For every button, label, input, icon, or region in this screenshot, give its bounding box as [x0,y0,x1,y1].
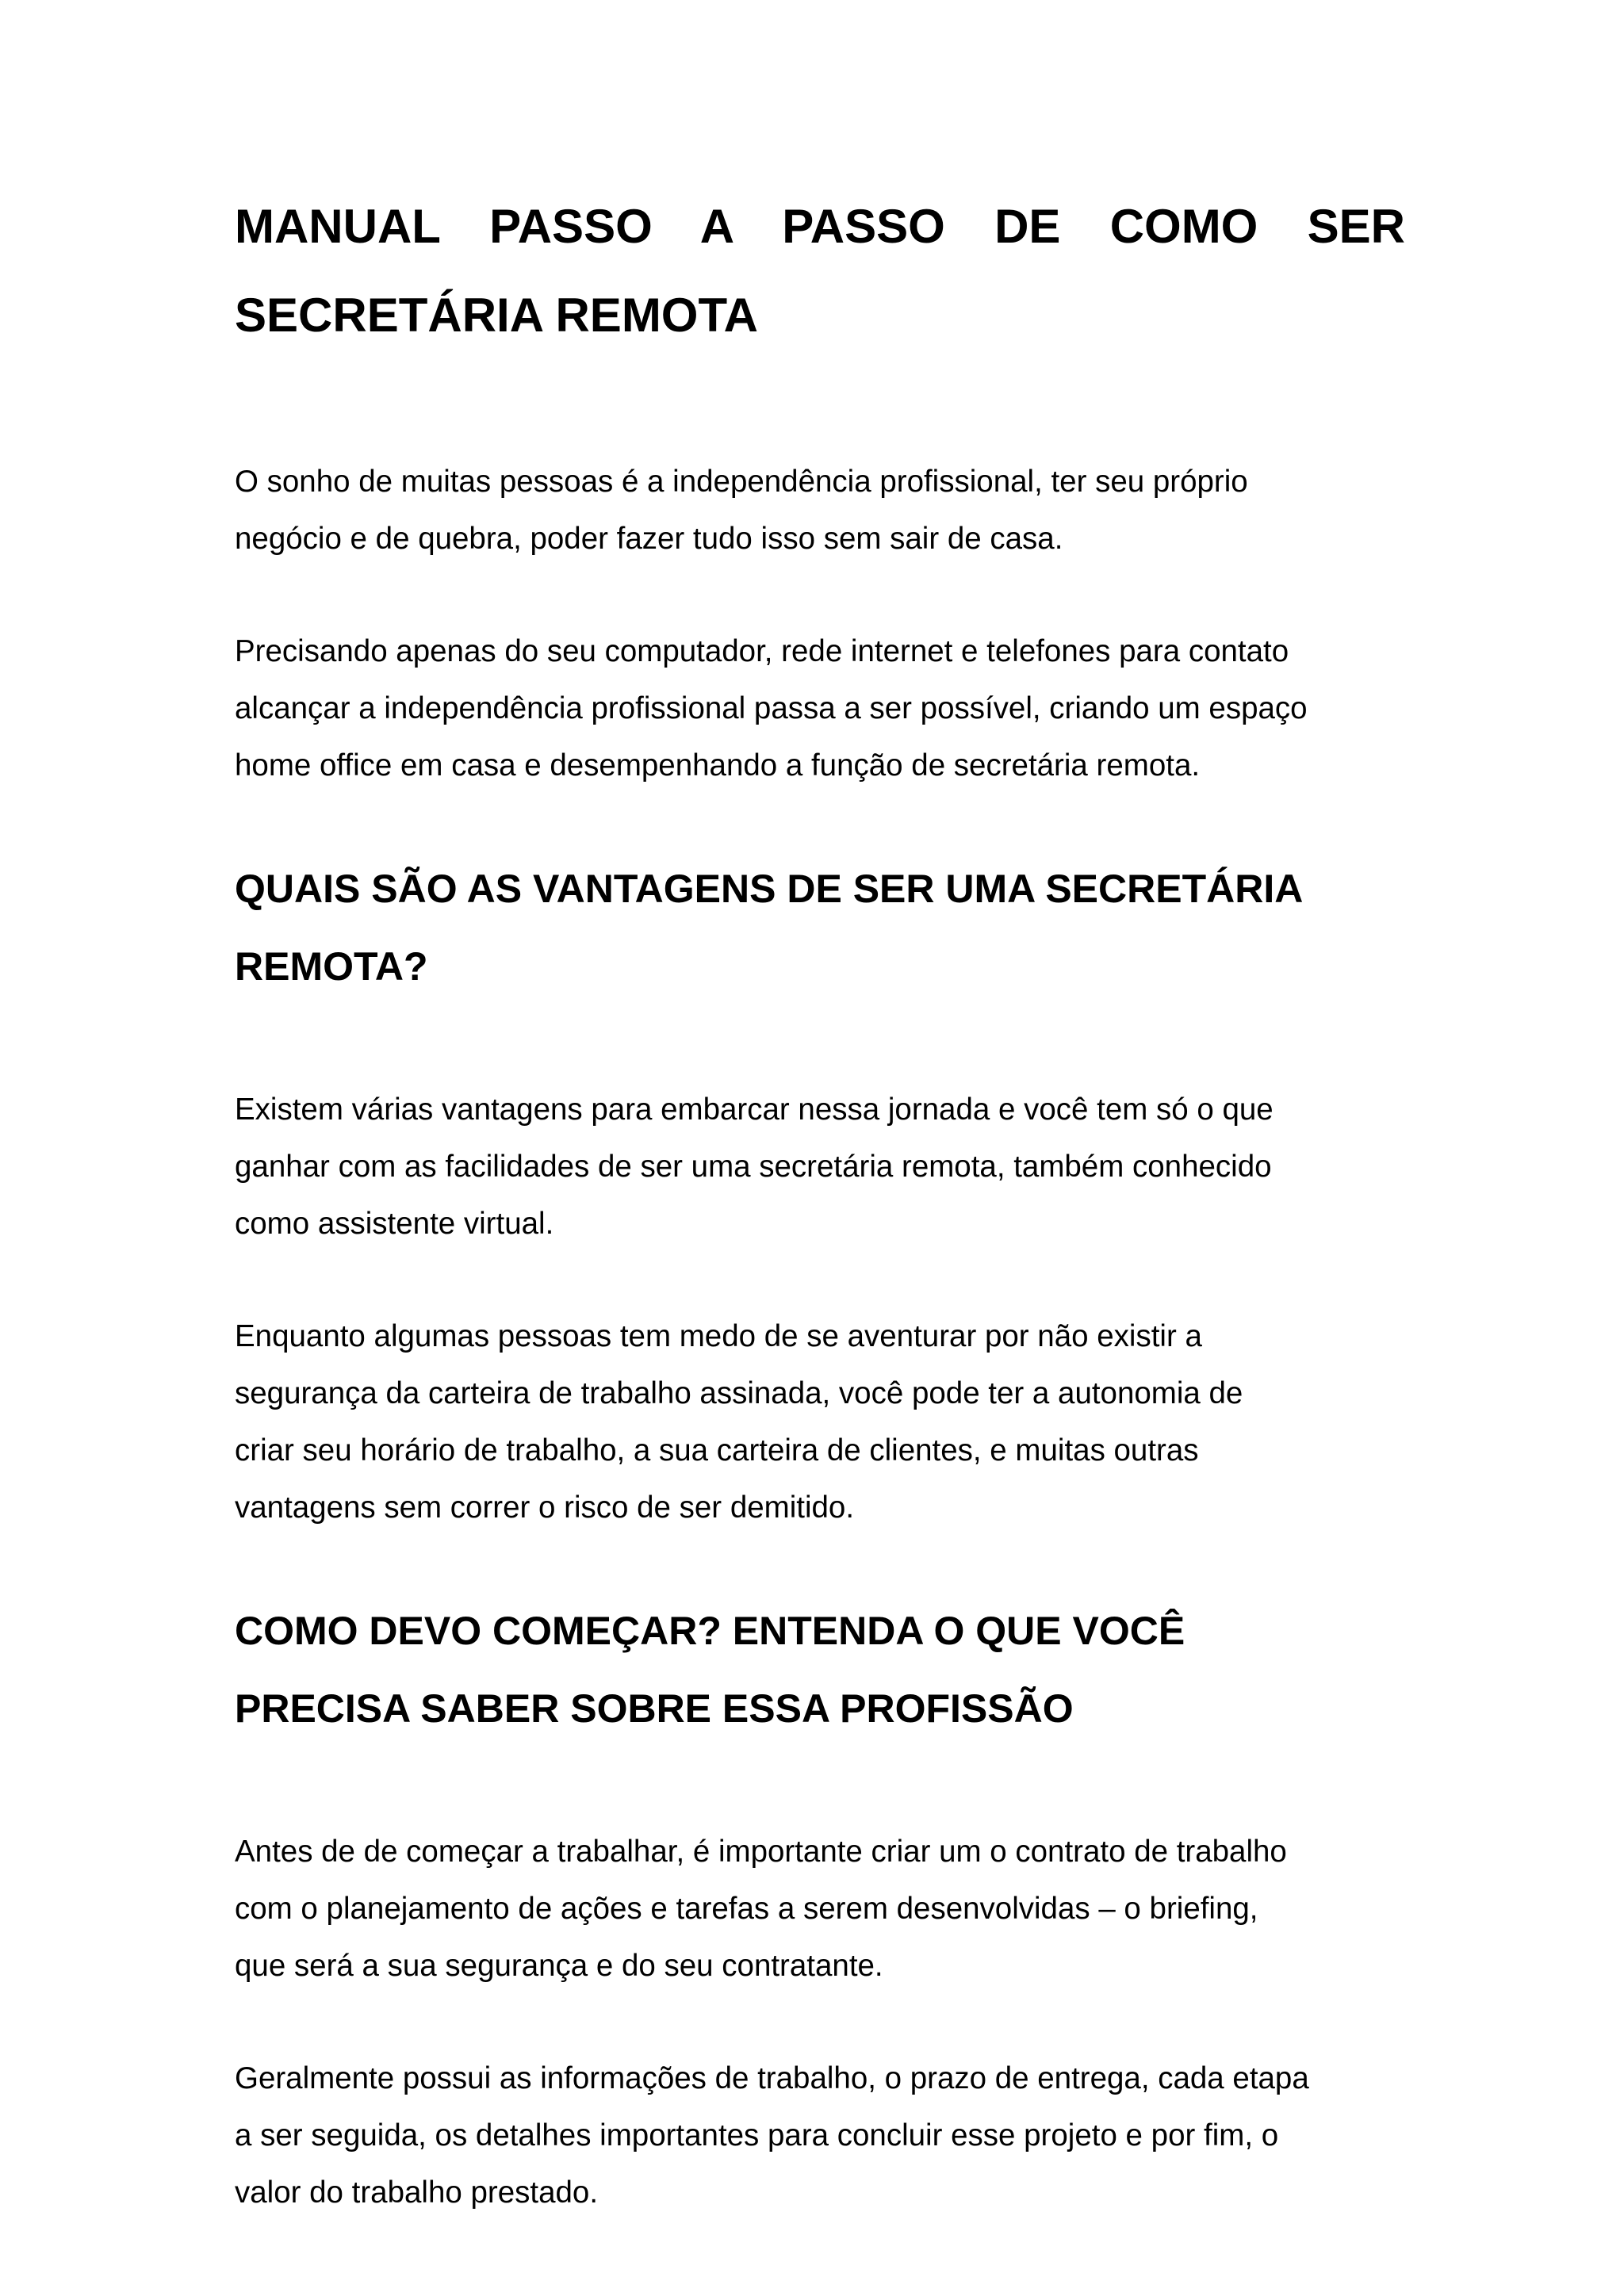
section-heading-advantages [235,850,1405,1005]
text-line: alcançar a independência profissional passa a ser possível, criando um espaço [235,691,1308,725]
text-line: negócio e de quebra, poder fazer tudo isso sem sair de casa. [235,522,1063,556]
text-line: ganhar com as facilidades de ser uma secretária remota, também conhecido [235,1150,1272,1184]
paragraph-intro [235,453,1405,568]
text-line: criar seu horário de trabalho, a sua carteira de clientes, e muitas outras [235,1433,1199,1468]
document-title-line-2: SECRETÁRIA REMOTA [235,289,758,342]
text-line: Enquanto algumas pessoas tem medo de se aventurar por não existir a [235,1319,1202,1353]
text-line: vantagens sem correr o risco de ser demitido. [235,1490,855,1525]
text-line: como assistente virtual. [235,1207,554,1241]
paragraph-advantages [235,1081,1405,1253]
text-line: segurança da carteira de trabalho assinada, você pode ter a autonomia de [235,1376,1243,1410]
text-line: a ser seguida, os detalhes importantes para concluir esse projeto e por fim, o [235,2118,1279,2152]
paragraph-requirements [235,623,1405,794]
document-title-line-1: MANUAL PASSO A PASSO DE COMO SER [235,200,1405,253]
text-line: que será a sua segurança e do seu contratante. [235,1949,883,1983]
heading-line: PRECISA SABER SOBRE ESSA PROFISSÃO [235,1686,1074,1731]
text-line: Precisando apenas do seu computador, rede internet e telefones para contato [235,634,1289,668]
section-heading-getting-started [235,1592,1405,1747]
paragraph-briefing-details [235,2050,1405,2221]
text-line: O sonho de muitas pessoas é a independência profissional, ter seu próprio [235,465,1248,499]
heading-line: QUAIS SÃO AS VANTAGENS DE SER UMA SECRETÁRIA [235,867,1304,911]
text-line: home office em casa e desempenhando a função de secretária remota. [235,748,1201,783]
heading-line: COMO DEVO COMEÇAR? ENTENDA O QUE VOCÊ [235,1609,1185,1653]
text-line: Antes de de começar a trabalhar, é importante criar um o contrato de trabalho [235,1835,1287,1869]
document-title [235,182,1405,360]
text-line: Geralmente possui as informações de trabalho, o prazo de entrega, cada etapa [235,2061,1309,2095]
paragraph-autonomy [235,1308,1405,1536]
text-line: com o planejamento de ações e tarefas a serem desenvolvidas – o briefing, [235,1892,1258,1926]
text-line: Existem várias vantagens para embarcar nessa jornada e você tem só o que [235,1093,1274,1127]
heading-line: REMOTA? [235,944,428,989]
paragraph-contract [235,1823,1405,1995]
document-page [235,182,1405,2221]
text-line: valor do trabalho prestado. [235,2175,599,2210]
